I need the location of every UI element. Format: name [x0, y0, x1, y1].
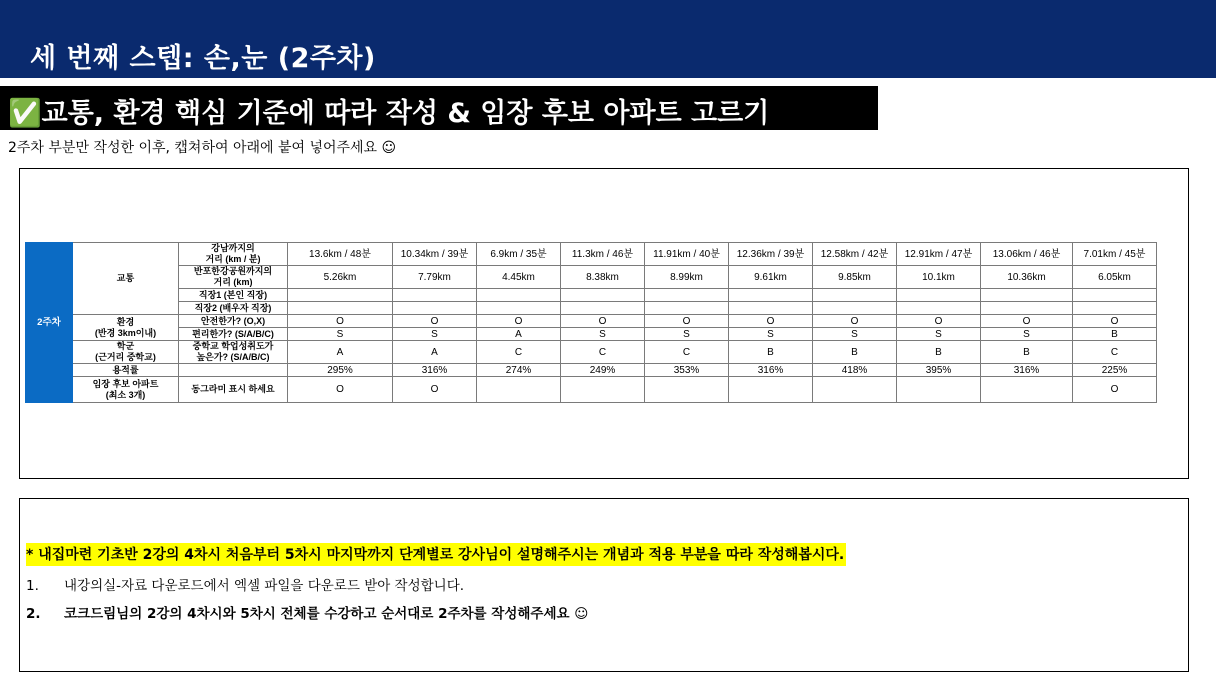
value-cell: C [645, 341, 729, 364]
value-cell: O [561, 315, 645, 328]
value-cell: O [477, 315, 561, 328]
value-cell: B [981, 341, 1073, 364]
value-cell [729, 289, 813, 302]
value-cell [981, 302, 1073, 315]
value-cell: A [288, 341, 393, 364]
table-row [26, 341, 1157, 364]
notes-panel [19, 498, 1189, 672]
note-text: 코크드림님의 2강의 4차시와 5차시 전체를 수강하고 순서대로 2주차를 작성해주세요 ☺ [64, 606, 589, 622]
value-cell: O [393, 377, 477, 403]
table-row [26, 328, 1157, 341]
value-cell: 316% [393, 364, 477, 377]
category-cell: 환경 (반경 3km이내) [73, 315, 179, 341]
value-cell: O [729, 315, 813, 328]
page-title: 세 번째 스텝: 손,눈 (2주차) [30, 43, 376, 74]
note-number: 1. [26, 578, 39, 594]
value-cell [897, 302, 981, 315]
value-cell: 5.26km [288, 266, 393, 289]
table-row [26, 315, 1157, 328]
value-cell: C [1073, 341, 1157, 364]
value-cell: B [729, 341, 813, 364]
criteria-cell: 직장2 (배우자 직장) [179, 302, 288, 315]
category-cell: 임장 후보 아파트 (최소 3개) [73, 377, 179, 403]
category-cell: 교통 [73, 243, 179, 315]
category-cell: 학군 (근거리 중학교) [73, 341, 179, 364]
value-cell: O [1073, 377, 1157, 403]
value-cell: 6.05km [1073, 266, 1157, 289]
value-cell [645, 377, 729, 403]
note-item-2 [26, 602, 846, 622]
value-cell: 395% [897, 364, 981, 377]
value-cell: S [897, 328, 981, 341]
value-cell: S [729, 328, 813, 341]
value-cell [288, 289, 393, 302]
value-cell: 13.06km / 46분 [981, 243, 1073, 266]
value-cell: O [897, 315, 981, 328]
value-cell: 10.1km [897, 266, 981, 289]
value-cell [897, 377, 981, 403]
criteria-cell: 안전한가? (O,X) [179, 315, 288, 328]
value-cell: S [981, 328, 1073, 341]
value-cell: S [813, 328, 897, 341]
value-cell: 7.01km / 45분 [1073, 243, 1157, 266]
value-cell: O [813, 315, 897, 328]
value-cell: 9.61km [729, 266, 813, 289]
criteria-cell: 반포한강공원까지의 거리 (km) [179, 266, 288, 289]
value-cell: 316% [729, 364, 813, 377]
criteria-cell [179, 364, 288, 377]
note-number: 2. [26, 606, 41, 622]
value-cell [813, 302, 897, 315]
notes [26, 543, 846, 622]
value-cell [393, 302, 477, 315]
value-cell: 10.36km [981, 266, 1073, 289]
value-cell: C [561, 341, 645, 364]
value-cell: B [897, 341, 981, 364]
value-cell [813, 289, 897, 302]
value-cell: 13.6km / 48분 [288, 243, 393, 266]
value-cell: O [288, 315, 393, 328]
category-cell: 용적률 [73, 364, 179, 377]
value-cell: S [393, 328, 477, 341]
value-cell: O [393, 315, 477, 328]
value-cell [561, 289, 645, 302]
value-cell: 295% [288, 364, 393, 377]
value-cell [729, 377, 813, 403]
value-cell: O [981, 315, 1073, 328]
value-cell: A [393, 341, 477, 364]
value-cell: 11.3km / 46분 [561, 243, 645, 266]
value-cell: 9.85km [813, 266, 897, 289]
value-cell: 249% [561, 364, 645, 377]
value-cell [477, 302, 561, 315]
screenshot-panel [19, 168, 1189, 479]
value-cell [561, 302, 645, 315]
value-cell: 6.9km / 35분 [477, 243, 561, 266]
value-cell: S [288, 328, 393, 341]
value-cell: 225% [1073, 364, 1157, 377]
value-cell: 10.34km / 39분 [393, 243, 477, 266]
value-cell [1073, 302, 1157, 315]
value-cell [645, 289, 729, 302]
value-cell [1073, 289, 1157, 302]
page-header [0, 0, 1216, 78]
value-cell: 12.91km / 47분 [897, 243, 981, 266]
highlight-note: * 내집마련 기초반 2강의 4차시 처음부터 5차시 마지막까지 단계별로 강사님이 설명해주시는 개념과 적용 부분을 따라 작성해봅시다. [26, 543, 846, 566]
value-cell: 4.45km [477, 266, 561, 289]
value-cell [981, 377, 1073, 403]
value-cell: 12.36km / 39분 [729, 243, 813, 266]
value-cell [813, 377, 897, 403]
value-cell [288, 302, 393, 315]
note-item-1 [26, 574, 846, 594]
value-cell [897, 289, 981, 302]
value-cell: 316% [981, 364, 1073, 377]
table-row [26, 364, 1157, 377]
criteria-cell: 강남까지의 거리 (km / 분) [179, 243, 288, 266]
value-cell [477, 289, 561, 302]
value-cell [645, 302, 729, 315]
value-cell: B [1073, 328, 1157, 341]
value-cell: S [561, 328, 645, 341]
criteria-cell: 직장1 (본인 직장) [179, 289, 288, 302]
value-cell: 12.58km / 42분 [813, 243, 897, 266]
value-cell: A [477, 328, 561, 341]
table-row [26, 266, 1157, 289]
value-cell: 353% [645, 364, 729, 377]
value-cell: 418% [813, 364, 897, 377]
value-cell: 8.99km [645, 266, 729, 289]
table-row [26, 377, 1157, 403]
table-row [26, 302, 1157, 315]
value-cell [477, 377, 561, 403]
value-cell: C [477, 341, 561, 364]
value-cell: O [1073, 315, 1157, 328]
note-text: 내강의실-자료 다운로드에서 엑셀 파일을 다운로드 받아 작성합니다. [64, 578, 465, 594]
criteria-cell: 편리한가? (S/A/B/C) [179, 328, 288, 341]
value-cell: B [813, 341, 897, 364]
value-cell: 274% [477, 364, 561, 377]
criteria-cell: 중학교 학업성취도가 높은가? (S/A/B/C) [179, 341, 288, 364]
table-row [26, 243, 1157, 266]
section-banner-text: ✅교통, 환경 핵심 기준에 따라 작성 & 임장 후보 아파트 고르기 [8, 98, 770, 129]
criteria-cell: 동그라미 표시 하세요 [179, 377, 288, 403]
table-row [26, 289, 1157, 302]
value-cell: 8.38km [561, 266, 645, 289]
value-cell: O [288, 377, 393, 403]
value-cell: S [645, 328, 729, 341]
value-cell [393, 289, 477, 302]
week-label: 2주차 [26, 243, 73, 403]
section-banner [0, 86, 878, 130]
value-cell: 7.79km [393, 266, 477, 289]
instruction-text: 2주차 부분만 작성한 이후, 캡쳐하여 아래에 붙여 넣어주세요 ☺ [8, 140, 397, 156]
value-cell [561, 377, 645, 403]
value-cell: 11.91km / 40분 [645, 243, 729, 266]
value-cell [729, 302, 813, 315]
criteria-table [25, 242, 1157, 403]
value-cell: O [645, 315, 729, 328]
value-cell [981, 289, 1073, 302]
